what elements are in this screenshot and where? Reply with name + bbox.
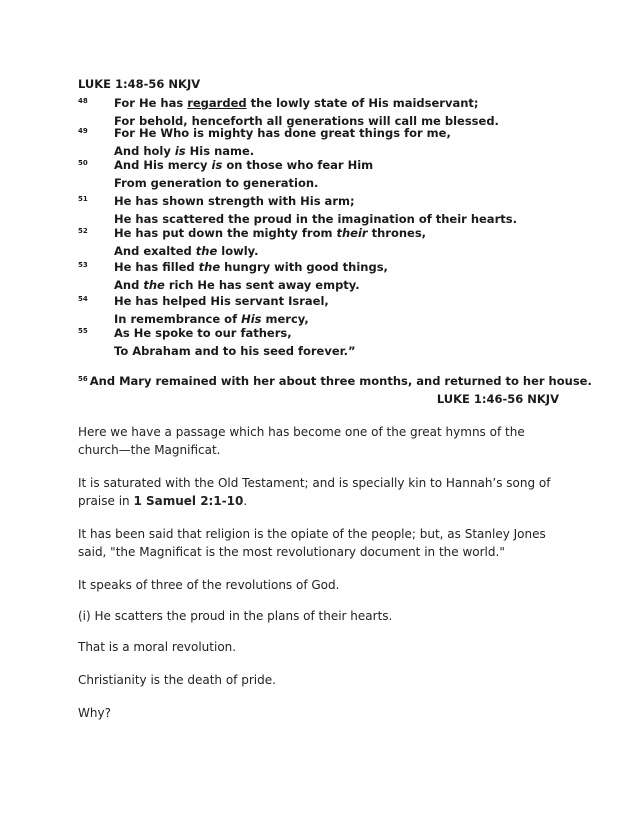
verse-line: And exalted the lowly. (114, 244, 259, 258)
scripture-reference: LUKE 1:46-56 NKJV (436, 392, 559, 406)
paragraph: It has been said that religion is the opiate of the people; but, as Stanley Jones said, "the Magnificat is the most revolutionary document in the world." (78, 527, 546, 559)
scripture-title: LUKE 1:48-56 NKJV (78, 77, 201, 91)
verse-line: And the rich He has sent away empty. (114, 278, 360, 292)
paragraph: Here we have a passage which has become one of the great hymns of the church—the Magnificat. (78, 425, 525, 457)
verse-line: For behold, henceforth all generations will call me blessed. (114, 114, 499, 128)
verse-line: As He spoke to our fathers, (114, 326, 292, 340)
verse-number: 53 (78, 261, 88, 269)
verse-number: 51 (78, 195, 88, 203)
paragraph: That is a moral revolution. (78, 640, 237, 654)
verse-line: And holy is His name. (114, 144, 255, 158)
verse-line: From generation to generation. (114, 176, 319, 190)
verse-number: 54 (78, 295, 88, 303)
verse-number: 50 (78, 159, 88, 167)
verse-line: To Abraham and to his seed forever.” (114, 344, 356, 358)
verse-56 (78, 374, 592, 388)
verse-number: 52 (78, 227, 88, 235)
verse-line: And His mercy is on those who fear Him (114, 158, 374, 172)
verse-line: He has scattered the proud in the imagination of their hearts. (114, 212, 517, 226)
verse-number: 48 (78, 97, 88, 105)
verse-line: He has put down the mighty from their thrones, (114, 226, 427, 240)
verse-line: He has shown strength with His arm; (114, 194, 355, 208)
paragraph: (i) He scatters the proud in the plans of their hearts. (78, 609, 393, 623)
verse-line: He has helped His servant Israel, (114, 294, 329, 308)
paragraph: It is saturated with the Old Testament; and is specially kin to Hannah’s song of praise in 1 Samuel 2:1-10. (78, 476, 551, 508)
verse-number: 55 (78, 327, 88, 335)
verse-line: He has filled the hungry with good things, (114, 260, 388, 274)
paragraph: Christianity is the death of pride. (78, 673, 276, 687)
paragraph: Why? (78, 706, 111, 720)
verse-line: For He has regarded the lowly state of His maidservant; (114, 96, 479, 110)
paragraph: It speaks of three of the revolutions of God. (78, 578, 340, 592)
verse-text: And Mary remained with her about three months, and returned to her house. (89, 374, 592, 388)
verse-line: In remembrance of His mercy, (114, 312, 309, 326)
verse-line: For He Who is mighty has done great things for me, (114, 126, 451, 140)
verse-number: 49 (78, 127, 88, 135)
verse-number: 56 (78, 375, 88, 383)
